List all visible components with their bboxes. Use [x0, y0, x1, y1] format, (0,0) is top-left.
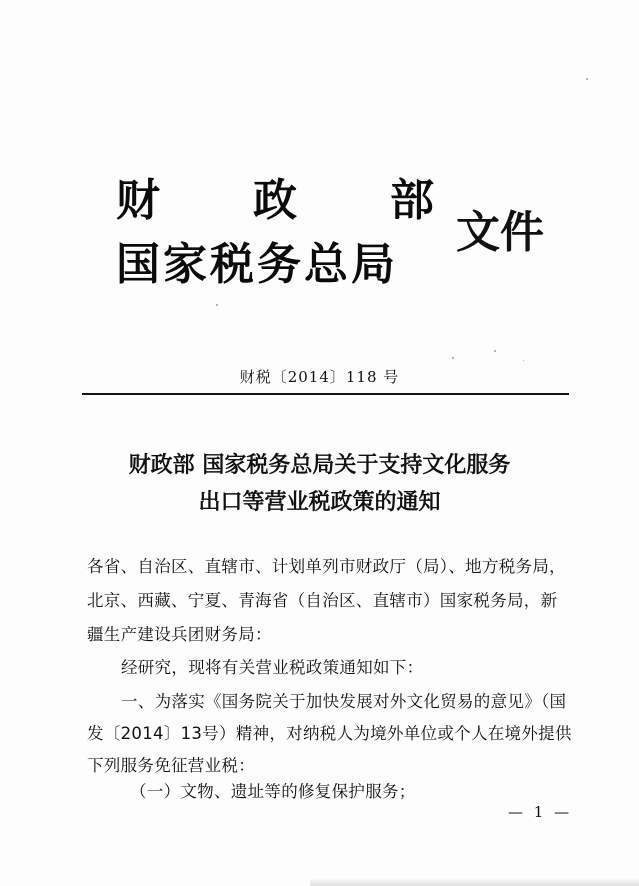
body-line: 发〔2014〕13号）精神，对纳税人为境外单位或个人在境外提供 — [87, 724, 572, 743]
notice-title-line-2: 出口等营业税政策的通知 — [198, 489, 441, 515]
body-line: 各省、自治区、直辖市、计划单列市财政厅（局）、地方税务局， — [87, 557, 566, 576]
scan-shadow — [310, 878, 639, 886]
body-line: 北京、西藏、宁夏、青海省（自治区、直辖市）国家税务局，新 — [87, 591, 558, 610]
issuer-ministry-of-finance — [116, 164, 434, 228]
issuer-state-tax-administration: 国家税务总局 — [116, 239, 398, 290]
body-line: （一）文物、遗址等的修复保护服务； — [130, 782, 416, 801]
body-line: 一、为落实《国务院关于加快发展对外文化贸易的意见》（国 — [121, 692, 567, 711]
scan-speck — [452, 357, 454, 359]
body-line: 经研究，现将有关营业税政策通知如下： — [121, 658, 424, 677]
issuer-char: 财 — [116, 175, 160, 226]
document-type-label: 文件 — [456, 207, 544, 258]
scan-speck — [494, 350, 496, 352]
issuer-char: 政 — [253, 175, 297, 226]
document-number: 财税〔2014〕118 号 — [239, 368, 400, 386]
scan-speck — [586, 78, 588, 80]
scan-speck — [216, 304, 218, 306]
body-line: 下列服务免征营业税： — [87, 756, 255, 775]
header-divider — [82, 393, 569, 395]
scan-speck — [523, 360, 524, 361]
page-number: — 1 — — [508, 803, 573, 821]
notice-title-line-1: 财政部 国家税务总局关于支持文化服务 — [128, 452, 511, 478]
body-line: 疆生产建设兵团财务局： — [87, 625, 272, 644]
issuer-char: 部 — [390, 175, 434, 226]
